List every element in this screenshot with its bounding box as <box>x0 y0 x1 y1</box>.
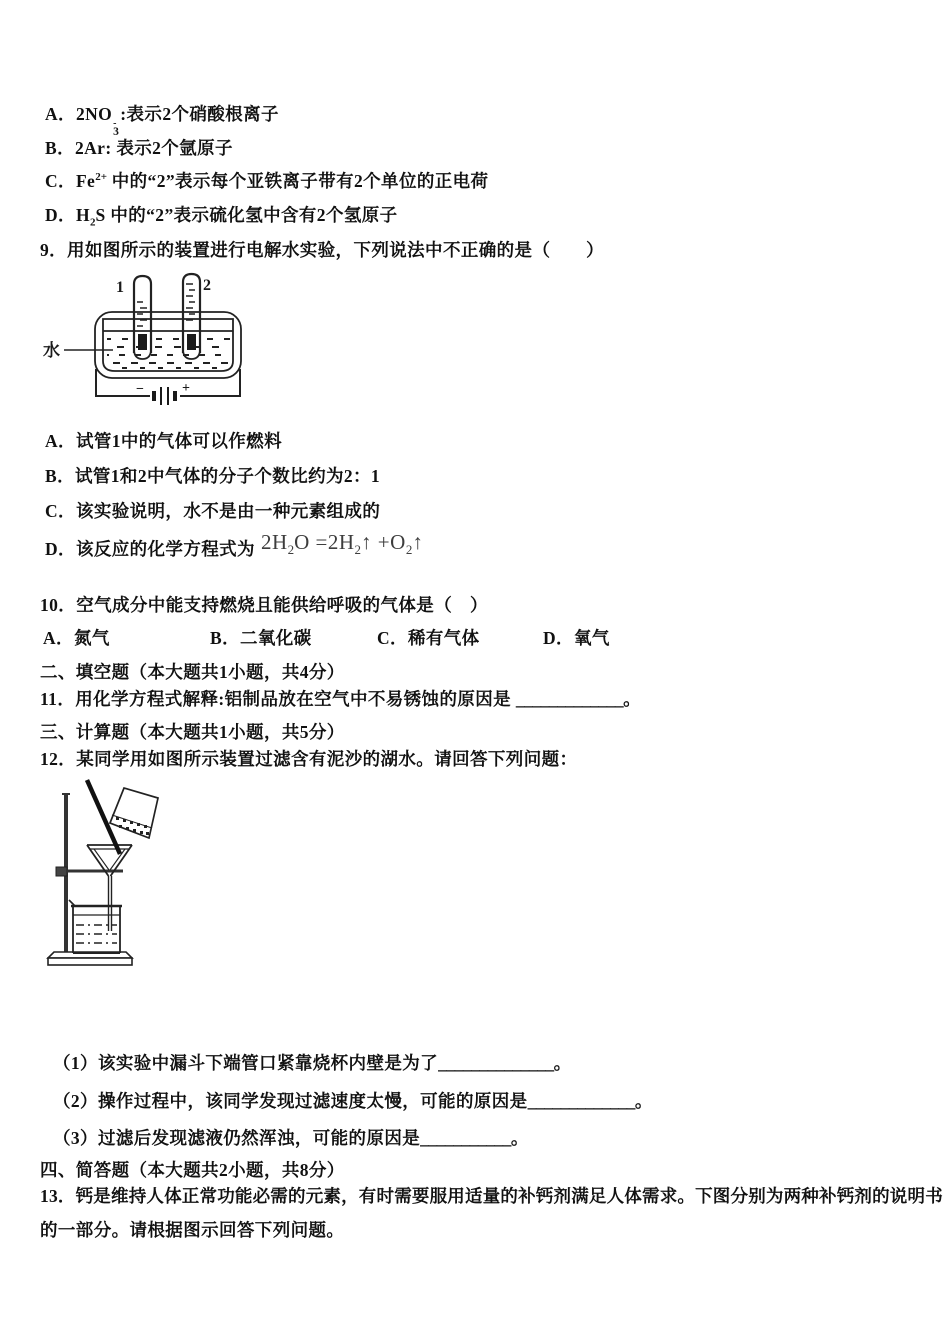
q10-stem: 10．空气成分中能支持燃烧且能供给呼吸的气体是（ ） <box>40 595 488 615</box>
q12-stem: 12．某同学用如图所示装置过滤含有泥沙的湖水。请回答下列问题： <box>40 749 578 769</box>
q12-sub1: （1）该实验中漏斗下端管口紧靠烧杯内壁是为了______________。 <box>53 1053 572 1073</box>
q11-text: 11．用化学方程式解释:铝制品放在空气中不易锈蚀的原因是 _____________。 <box>40 689 641 709</box>
water-label: 水 <box>43 341 60 360</box>
funnel <box>87 845 132 931</box>
q10-option-c: C．稀有气体 <box>377 628 480 648</box>
q8-option-a-post: :表示2个硝酸根离子 <box>120 104 279 124</box>
q9-stem: 9．用如图所示的装置进行电解水实验，下列说法中不正确的是（ ） <box>40 240 605 260</box>
q8-option-a <box>45 101 279 137</box>
filtration-diagram <box>45 773 170 968</box>
tube2-label: 2 <box>203 277 211 294</box>
q9-option-d: D．该反应的化学方程式为 $2H_2O$ $=2H_2↑$ $+O_2↑$ <box>45 530 424 559</box>
q10-option-b: B．二氧化碳 <box>210 628 312 648</box>
q11-blank: _____________ <box>515 689 624 709</box>
battery-plus-label: + <box>182 381 190 396</box>
q9-option-b: B．试管1和2中气体的分子个数比约为2：1 <box>45 466 381 486</box>
q12-sub2-blank: _____________ <box>527 1091 635 1111</box>
pouring-beaker <box>110 788 158 838</box>
q12-sub3: （3）过滤后发现滤液仍然浑浊，可能的原因是___________。 <box>53 1128 529 1148</box>
chem-equation: $2H_2O$ $=2H_2↑$ $+O_2↑$ <box>260 530 424 558</box>
q12-sub2: （2）操作过程中，该同学发现过滤速度太慢，可能的原因是_____________。 <box>53 1091 653 1111</box>
q12-sub1-blank: ______________ <box>438 1053 554 1073</box>
q13-line2: 的一部分。请根据图示回答下列问题。 <box>40 1220 345 1240</box>
q10-option-d: D．氧气 <box>543 628 610 648</box>
electrolyzer-outer-wall <box>95 312 241 378</box>
q13-line1: 13．钙是维持人体正常功能必需的元素，有时需要服用适量的补钙剂满足人体需求。下图分别为两种补钙剂的说明书 <box>40 1186 943 1206</box>
q9-option-a: A．试管1中的气体可以作燃料 <box>45 431 282 451</box>
electrolysis-diagram <box>40 272 250 412</box>
q10-option-a: A．氮气 <box>43 628 110 648</box>
electrode-2 <box>187 334 196 350</box>
section-short-heading: 四、简答题（本大题共2小题，共8分） <box>40 1160 345 1180</box>
funnel-stem <box>109 876 112 931</box>
q8-option-d: D．$H_2S$ 中的“2”表示硫化氢中含有2个氢原子 <box>45 205 398 229</box>
section-fill-heading: 二、填空题（本大题共1小题，共4分） <box>40 662 345 682</box>
section-calc-heading: 三、计算题（本大题共1小题，共5分） <box>40 722 345 742</box>
q9-option-c: C．该实验说明，水不是由一种元素组成的 <box>45 501 381 521</box>
q12-sub3-blank: ___________ <box>420 1128 511 1148</box>
q8-option-c: C．$Fe^{2+}$ 中的“2”表示每个亚铁离子带有2个单位的正电荷 <box>45 171 489 191</box>
tube1-label: 1 <box>116 279 124 296</box>
q8-option-a-pre: A．2NO <box>45 104 113 124</box>
electrode-1 <box>138 334 147 350</box>
q8-option-b: B．2Ar: 表示2个氩原子 <box>45 138 233 158</box>
water-shading <box>107 339 230 368</box>
collecting-beaker <box>69 900 122 953</box>
nitrate-ion-subsup: - 3 <box>113 118 120 138</box>
clamp-knob <box>56 867 67 876</box>
battery-symbol <box>136 381 190 405</box>
battery-minus-label: − <box>136 382 144 397</box>
